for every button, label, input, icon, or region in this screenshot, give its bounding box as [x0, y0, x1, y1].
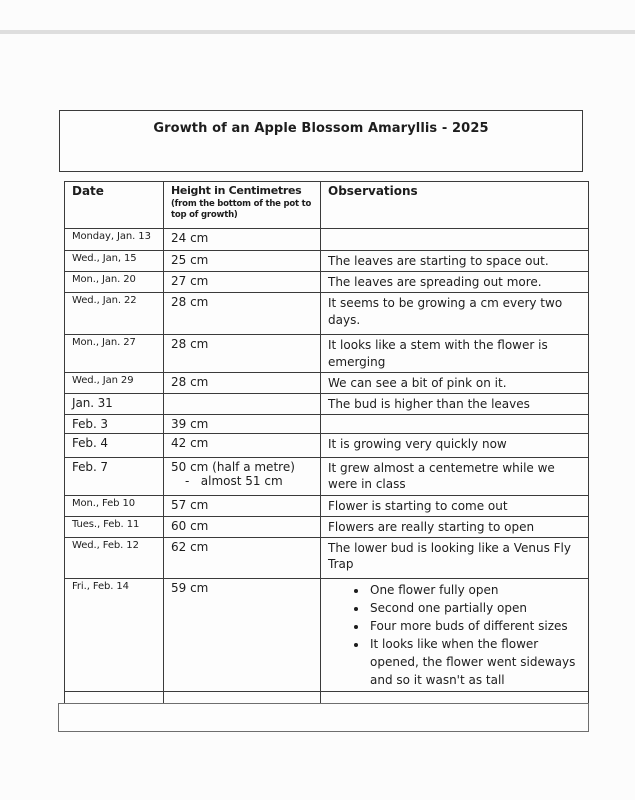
- date-cell: Wed., Jan 29: [65, 372, 164, 393]
- observation-cell: The bud is higher than the leaves: [321, 393, 589, 414]
- page-title: Growth of an Apple Blossom Amaryllis - 2025: [153, 121, 489, 136]
- column-header-height: [164, 182, 321, 229]
- date-cell: Feb. 4: [65, 434, 164, 458]
- page-top-divider: [0, 30, 635, 34]
- height-cell: 62 cm: [164, 537, 321, 578]
- height-cell: 27 cm: [164, 272, 321, 293]
- column-header-date: [65, 182, 164, 229]
- height-cell: 57 cm: [164, 495, 321, 516]
- height-cell: 24 cm: [164, 229, 321, 251]
- table-row: [65, 251, 589, 272]
- date-cell: Monday, Jan. 13: [65, 229, 164, 251]
- table-row: [65, 372, 589, 393]
- date-cell: Mon., Jan. 20: [65, 272, 164, 293]
- table-row: [65, 495, 589, 516]
- observation-bullet-item: • Four more buds of different sizes: [368, 617, 584, 635]
- observations-header-label: Observations: [328, 184, 418, 198]
- observation-cell: The leaves are spreading out more.: [321, 272, 589, 293]
- observation-cell: Flower is starting to come out: [321, 495, 589, 516]
- observation-cell: The leaves are starting to space out.: [321, 251, 589, 272]
- observation-cell: [321, 415, 589, 434]
- observation-cell: [321, 229, 589, 251]
- date-cell: Tues., Feb. 11: [65, 516, 164, 537]
- observation-cell: It looks like a stem with the flower is emerging: [321, 335, 589, 372]
- table-row: [65, 578, 589, 691]
- date-cell: Mon., Feb 10: [65, 495, 164, 516]
- table-row: [65, 415, 589, 434]
- observation-cell: Flowers are really starting to open: [321, 516, 589, 537]
- observation-cell: We can see a bit of pink on it.: [321, 372, 589, 393]
- height-line: - almost 51 cm: [185, 474, 283, 489]
- column-header-observations: [321, 182, 589, 229]
- table-header: [65, 182, 589, 229]
- date-cell: Fri., Feb. 14: [65, 578, 164, 691]
- header-row: [65, 182, 589, 229]
- height-cell: 28 cm: [164, 293, 321, 335]
- height-line: 50 cm (half a metre): [171, 460, 295, 475]
- height-cell: 28 cm: [164, 335, 321, 372]
- date-cell: Jan. 31: [65, 393, 164, 414]
- growth-table: [64, 181, 589, 724]
- table-row: [65, 537, 589, 578]
- observation-bullet-list: [328, 581, 584, 689]
- height-cell: 28 cm: [164, 372, 321, 393]
- height-header-note: (from the bottom of the pot to top of growth): [171, 199, 312, 221]
- notes-box: [58, 703, 589, 732]
- table-row: [65, 393, 589, 414]
- height-cell: [164, 458, 321, 495]
- height-cell: 60 cm: [164, 516, 321, 537]
- observation-cell: It grew almost a centemetre while we were in class: [321, 458, 589, 495]
- date-header-label: Date: [72, 184, 104, 198]
- table-row: [65, 272, 589, 293]
- height-cell: 59 cm: [164, 578, 321, 691]
- date-cell: Wed., Jan. 22: [65, 293, 164, 335]
- observation-cell: It seems to be growing a cm every two days.: [321, 293, 589, 335]
- date-cell: Wed., Jan, 15: [65, 251, 164, 272]
- table-row: [65, 293, 589, 335]
- table-body: [65, 229, 589, 724]
- table-row: [65, 458, 589, 495]
- observation-cell: [321, 578, 589, 691]
- observation-bullet-item: • Second one partially open: [368, 599, 584, 617]
- observation-bullet-item: • One flower fully open: [368, 581, 584, 599]
- observation-cell: The lower bud is looking like a Venus Fly Trap: [321, 537, 589, 578]
- date-cell: Mon., Jan. 27: [65, 335, 164, 372]
- observation-bullet-item: • It looks like when the flower opened, the flower went sideways and so it wasn't as tall: [368, 635, 584, 689]
- date-cell: Feb. 3: [65, 415, 164, 434]
- table-row: [65, 335, 589, 372]
- height-cell: 39 cm: [164, 415, 321, 434]
- date-cell: Wed., Feb. 12: [65, 537, 164, 578]
- observation-cell: It is growing very quickly now: [321, 434, 589, 458]
- height-cell: 25 cm: [164, 251, 321, 272]
- height-cell: 42 cm: [164, 434, 321, 458]
- height-cell: [164, 393, 321, 414]
- table-row: [65, 516, 589, 537]
- date-cell: Feb. 7: [65, 458, 164, 495]
- table-row: [65, 229, 589, 251]
- table-row: [65, 434, 589, 458]
- title-box: [59, 110, 583, 172]
- height-header-label: Height in Centimetres: [171, 184, 302, 197]
